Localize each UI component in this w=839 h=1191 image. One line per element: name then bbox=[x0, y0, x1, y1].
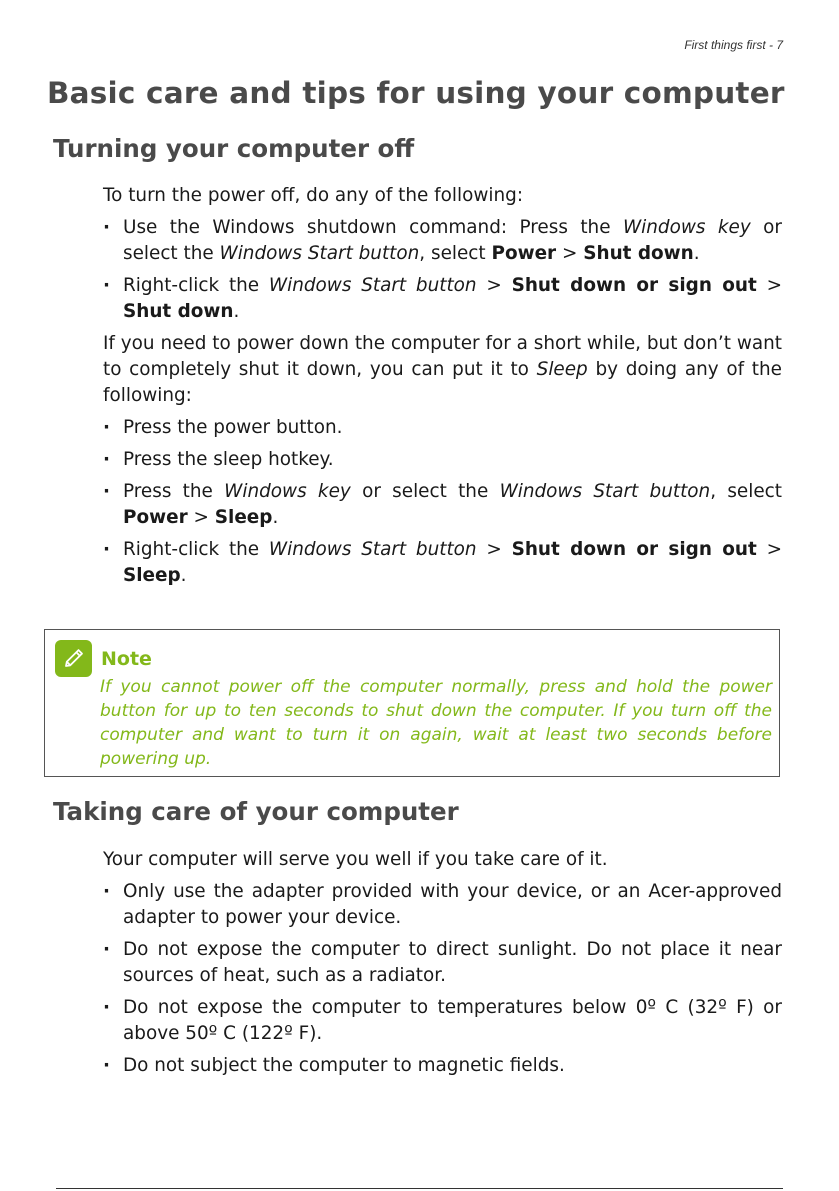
list-item: · Press the sleep hotkey. bbox=[103, 447, 782, 473]
list-item: · Do not expose the computer to direct sunlight. Do not place it near sources of heat, such as a radiator. bbox=[103, 937, 782, 989]
pencil-icon-graphic bbox=[60, 645, 87, 672]
list-item: · Press the power button. bbox=[103, 415, 782, 441]
running-head: First things first - 7 bbox=[684, 38, 783, 52]
footer-rule bbox=[56, 1188, 783, 1189]
shutdown-bullet-list bbox=[103, 215, 782, 325]
note-text: If you cannot power off the computer normally, press and hold the power button for up to ten seconds to shut down the computer. If you turn off the computer and want to turn it on again, wait at least two seconds before powering up. bbox=[100, 677, 772, 769]
intro-paragraph: Your computer will serve you well if you take care of it. bbox=[103, 849, 608, 870]
list-item: · Do not expose the computer to temperatures below 0º C (32º F) or above 50º C (122º F). bbox=[103, 995, 782, 1047]
list-item: · Right-click the Windows Start button > Shut down or sign out > Shut down. bbox=[103, 273, 782, 325]
list-item: · Use the Windows shutdown command: Press the Windows key or select the Windows Start button, select Power > Shut down. bbox=[103, 215, 782, 267]
list-item: · Right-click the Windows Start button > Shut down or sign out > Sleep. bbox=[103, 537, 782, 589]
section-body-turning-off bbox=[103, 183, 782, 589]
list-item: · Press the Windows key or select the Windows Start button, select Power > Sleep. bbox=[103, 479, 782, 531]
list-item: · Do not subject the computer to magnetic fields. bbox=[103, 1053, 782, 1079]
section-heading-taking-care: Taking care of your computer bbox=[53, 797, 459, 826]
intro-paragraph: To turn the power off, do any of the following: bbox=[103, 185, 524, 206]
page-title: Basic care and tips for using your computer bbox=[47, 76, 785, 110]
note-box bbox=[44, 629, 780, 777]
care-bullet-list bbox=[103, 879, 782, 1079]
note-label: Note bbox=[101, 648, 152, 670]
pencil-icon bbox=[55, 640, 92, 677]
sleep-bullet-list bbox=[103, 415, 782, 589]
list-item: · Only use the adapter provided with your device, or an Acer-approved adapter to power your device. bbox=[103, 879, 782, 931]
section-heading-turning-off: Turning your computer off bbox=[53, 134, 415, 163]
section-body-taking-care bbox=[103, 847, 782, 1079]
sleep-paragraph: If you need to power down the computer for a short while, but don’t want to completely shut it down, you can put it to Sleep by doing any of the following: bbox=[103, 333, 782, 406]
